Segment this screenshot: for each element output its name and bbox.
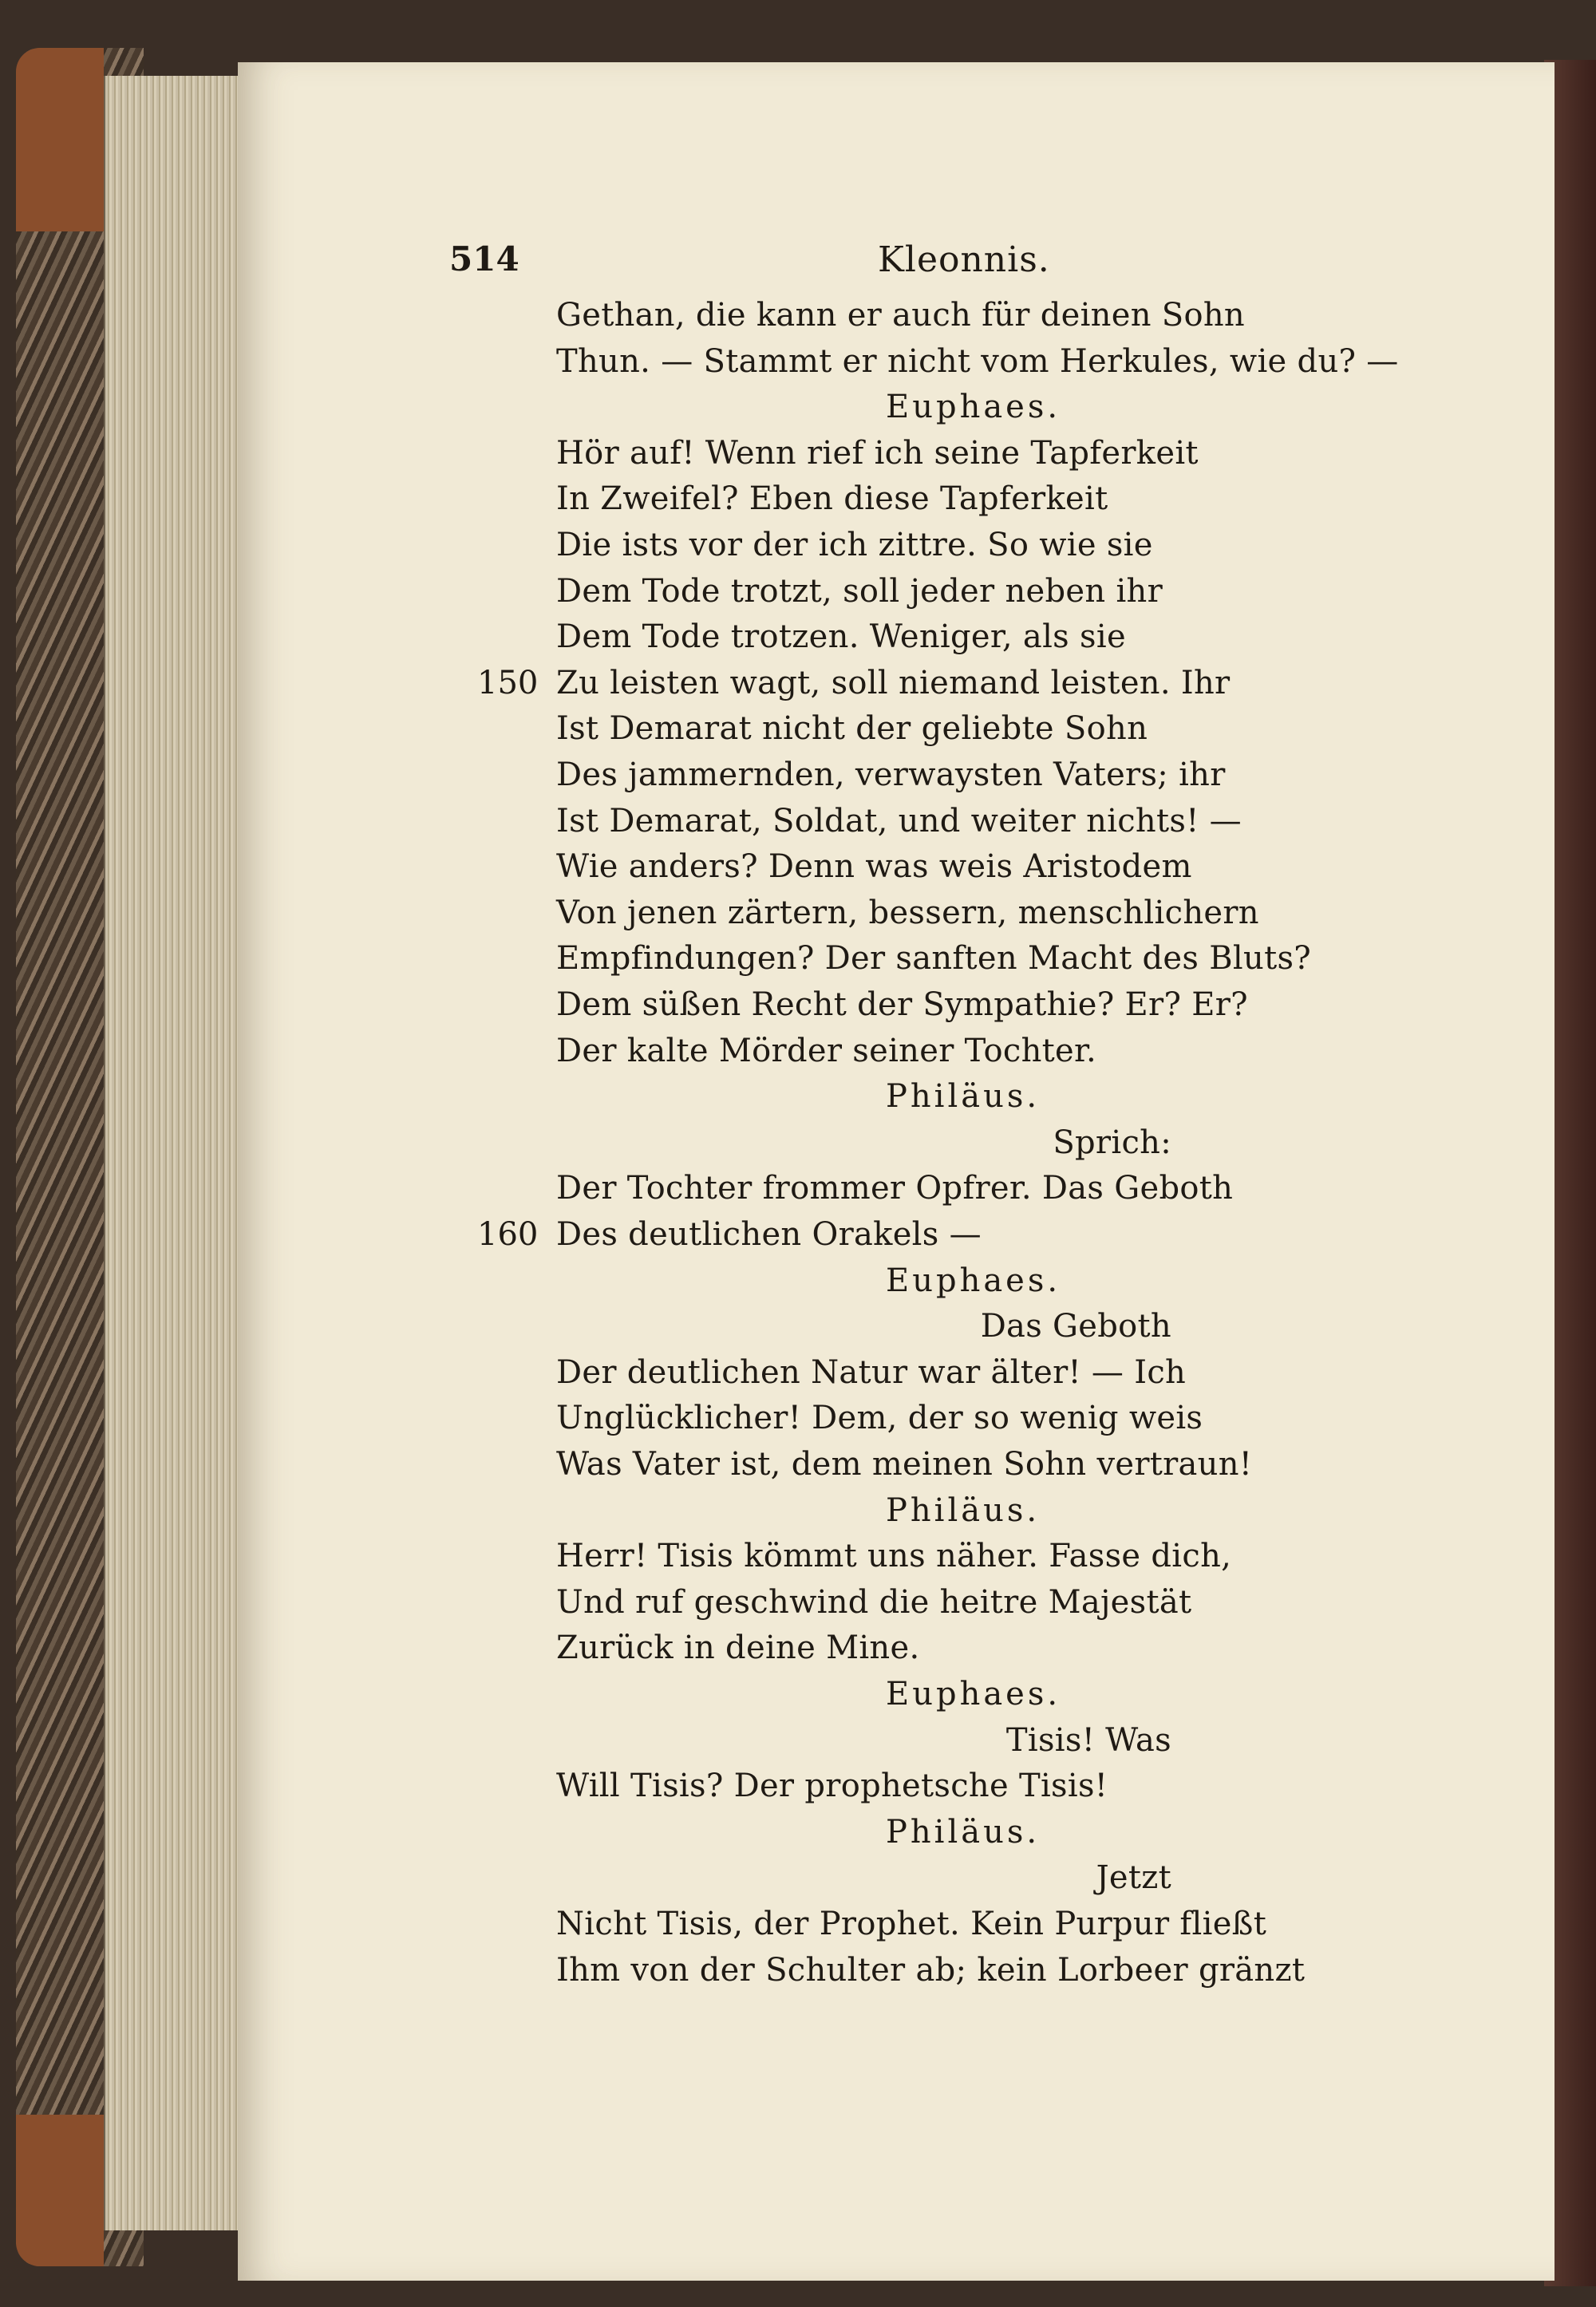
line-number: 160 [477, 1216, 539, 1253]
verse-line: Wie anders? Denn was weis Aristodem [556, 848, 1192, 886]
verse-line: Sprich: [1053, 1124, 1171, 1161]
verse-line: Jetzt [1096, 1859, 1171, 1897]
verse-line: Dem Tode trotzt, soll jeder neben ihr [556, 572, 1163, 610]
verse-line: Herr! Tisis kömmt uns näher. Fasse dich, [556, 1538, 1232, 1575]
verse-line: Und ruf geschwind die heitre Majestät [556, 1583, 1192, 1621]
running-title: Kleonnis. [878, 239, 1050, 280]
verse-line: Dem Tode trotzen. Weniger, als sie [556, 618, 1126, 656]
verse-line: Ist Demarat, Soldat, und weiter nichts! — [556, 802, 1242, 839]
verse-line: Ihm von der Schulter ab; kein Lorbeer gränzt [556, 1951, 1306, 1989]
verse-line: Das Geboth [980, 1308, 1171, 1345]
verse-line: Thun. — Stammt er nicht vom Herkules, wie du? — [556, 342, 1399, 380]
verse-line: Der deutlichen Natur war älter! — Ich [556, 1353, 1187, 1391]
verse-line: Von jenen zärtern, bessern, menschlichern [556, 894, 1259, 931]
verse-line: Der kalte Mörder seiner Tochter. [556, 1032, 1097, 1069]
verse-line: Was Vater ist, dem meinen Sohn vertraun! [556, 1446, 1253, 1483]
verse-line: Zu leisten wagt, soll niemand leisten. Ihr [556, 664, 1231, 701]
verse-line: Die ists vor der ich zittre. So wie sie [556, 527, 1153, 563]
speaker-name: Philäus. [886, 1078, 1041, 1116]
verse-line: Der Tochter frommer Opfrer. Das Geboth [556, 1170, 1234, 1207]
verse-line: In Zweifel? Eben diese Tapferkeit [556, 480, 1108, 518]
speaker-name: Euphaes. [886, 1676, 1061, 1712]
speaker-name: Philäus. [886, 1813, 1041, 1851]
speaker-name: Euphaes. [886, 389, 1061, 426]
verse-line: Dem süßen Recht der Sympathie? Er? Er? [556, 986, 1248, 1023]
line-number: 150 [477, 664, 539, 701]
verse-line: Des deutlichen Orakels — [556, 1216, 982, 1253]
verse-line: Ist Demarat nicht der geliebte Sohn [556, 710, 1148, 748]
verse-line: Zurück in deine Mine. [556, 1630, 920, 1667]
verse-line: Nicht Tisis, der Prophet. Kein Purpur fließt [556, 1906, 1267, 1942]
verse-line: Gethan, die kann er auch für deinen Sohn [556, 297, 1245, 334]
verse-line: Empfindungen? Der sanften Macht des Bluts? [556, 940, 1312, 978]
verse-line: Tisis! Was [1005, 1721, 1171, 1759]
verse-line: Will Tisis? Der prophetsche Tisis! [556, 1768, 1108, 1805]
verse-line: Des jammernden, verwaysten Vaters; ihr [556, 756, 1226, 793]
page-number: 514 [449, 239, 519, 278]
verse-line: Hör auf! Wenn rief ich seine Tapferkeit [556, 434, 1199, 472]
verse-line: Unglücklicher! Dem, der so wenig weis [556, 1400, 1203, 1437]
speaker-name: Philäus. [886, 1491, 1041, 1529]
speaker-name: Euphaes. [886, 1262, 1061, 1299]
